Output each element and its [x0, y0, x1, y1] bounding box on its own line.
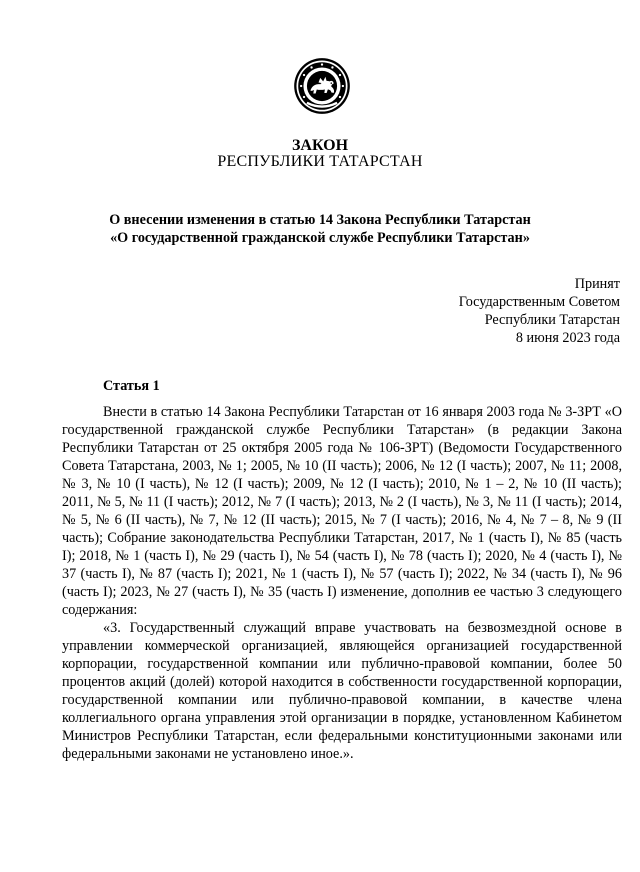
article-body [62, 403, 622, 763]
document-title: ЗАКОН [291, 137, 349, 154]
adoption-block [360, 275, 620, 347]
law-subject [0, 211, 640, 247]
article-heading: Статья 1 [103, 378, 160, 394]
adoption-line3: Республики Татарстан [484, 312, 620, 328]
law-subject-line2: «О государственной гражданской службе Республики Татарстан» [110, 230, 530, 246]
article-paragraph-2: «3. Государственный служащий вправе участвовать на безвозмездной основе в управлении коммерческой организацией, являющейся организацией государственной корпорации, государственной компании или публично-правовой компании, более 50 процентов акций (долей) которой находится в собственности государственной корпорации, государственной компании или публично-правовой компании, в качестве члена коллегиального органа управления этой организации в порядке, установленном Кабинетом Министров Республики Татарстан, если федеральными конституционными законами или федеральными законами не установлено иное.». [62, 620, 622, 762]
adoption-date: 8 июня 2023 года [515, 330, 620, 346]
adoption-line1: Принят [574, 276, 620, 292]
document-title-republic: РЕСПУБЛИКИ ТАТАРСТАН [217, 153, 423, 170]
tatarstan-coat-of-arms-icon [293, 57, 351, 115]
adoption-line2: Государственным Советом [458, 294, 620, 310]
article-paragraph-1: Внести в статью 14 Закона Республики Татарстан от 16 января 2003 года № 3-ЗРТ «О государственной гражданской службе Республики Татарстан» (в редакции Закона Республики Татарстан от 25 октября 2005 года № 106-ЗРТ) (Ведомости Государственного Совета Татарстана, 2003, № 1; 2005, № 10 (II часть); 2006, № 12 (I часть); 2007, № 11; 2008, № 3, № 10 (I часть), № 12 (I часть); 2009, № 12 (I часть); 2010, № 1 – 2, № 10 (II часть); 2011, № 5, № 11 (I часть); 2012, № 7 (I часть); 2013, № 2 (I часть), № 3, № 11 (I часть); 2014, № 5, № 6 (II часть), № 7, № 12 (II часть); 2015, № 7 (I часть); 2016, № 4, № 7 – 8, № 9 (II часть); Собрание законодательства Республики Татарстан, 2017, № 1 (часть I), № 85 (часть I); 2018, № 1 (часть I), № 29 (часть I), № 54 (часть I), № 78 (часть I); 2020, № 4 (часть I), № 37 (часть I), № 87 (часть I); 2021, № 1 (часть I), № 57 (часть I); 2022, № 34 (часть I), № 96 (часть I); 2023, № 27 (часть I), № 35 (часть I) изменение, дополнив ее частью 3 следующего содержания: [62, 404, 622, 618]
law-subject-line1: О внесении изменения в статью 14 Закона Республики Татарстан [109, 212, 531, 228]
